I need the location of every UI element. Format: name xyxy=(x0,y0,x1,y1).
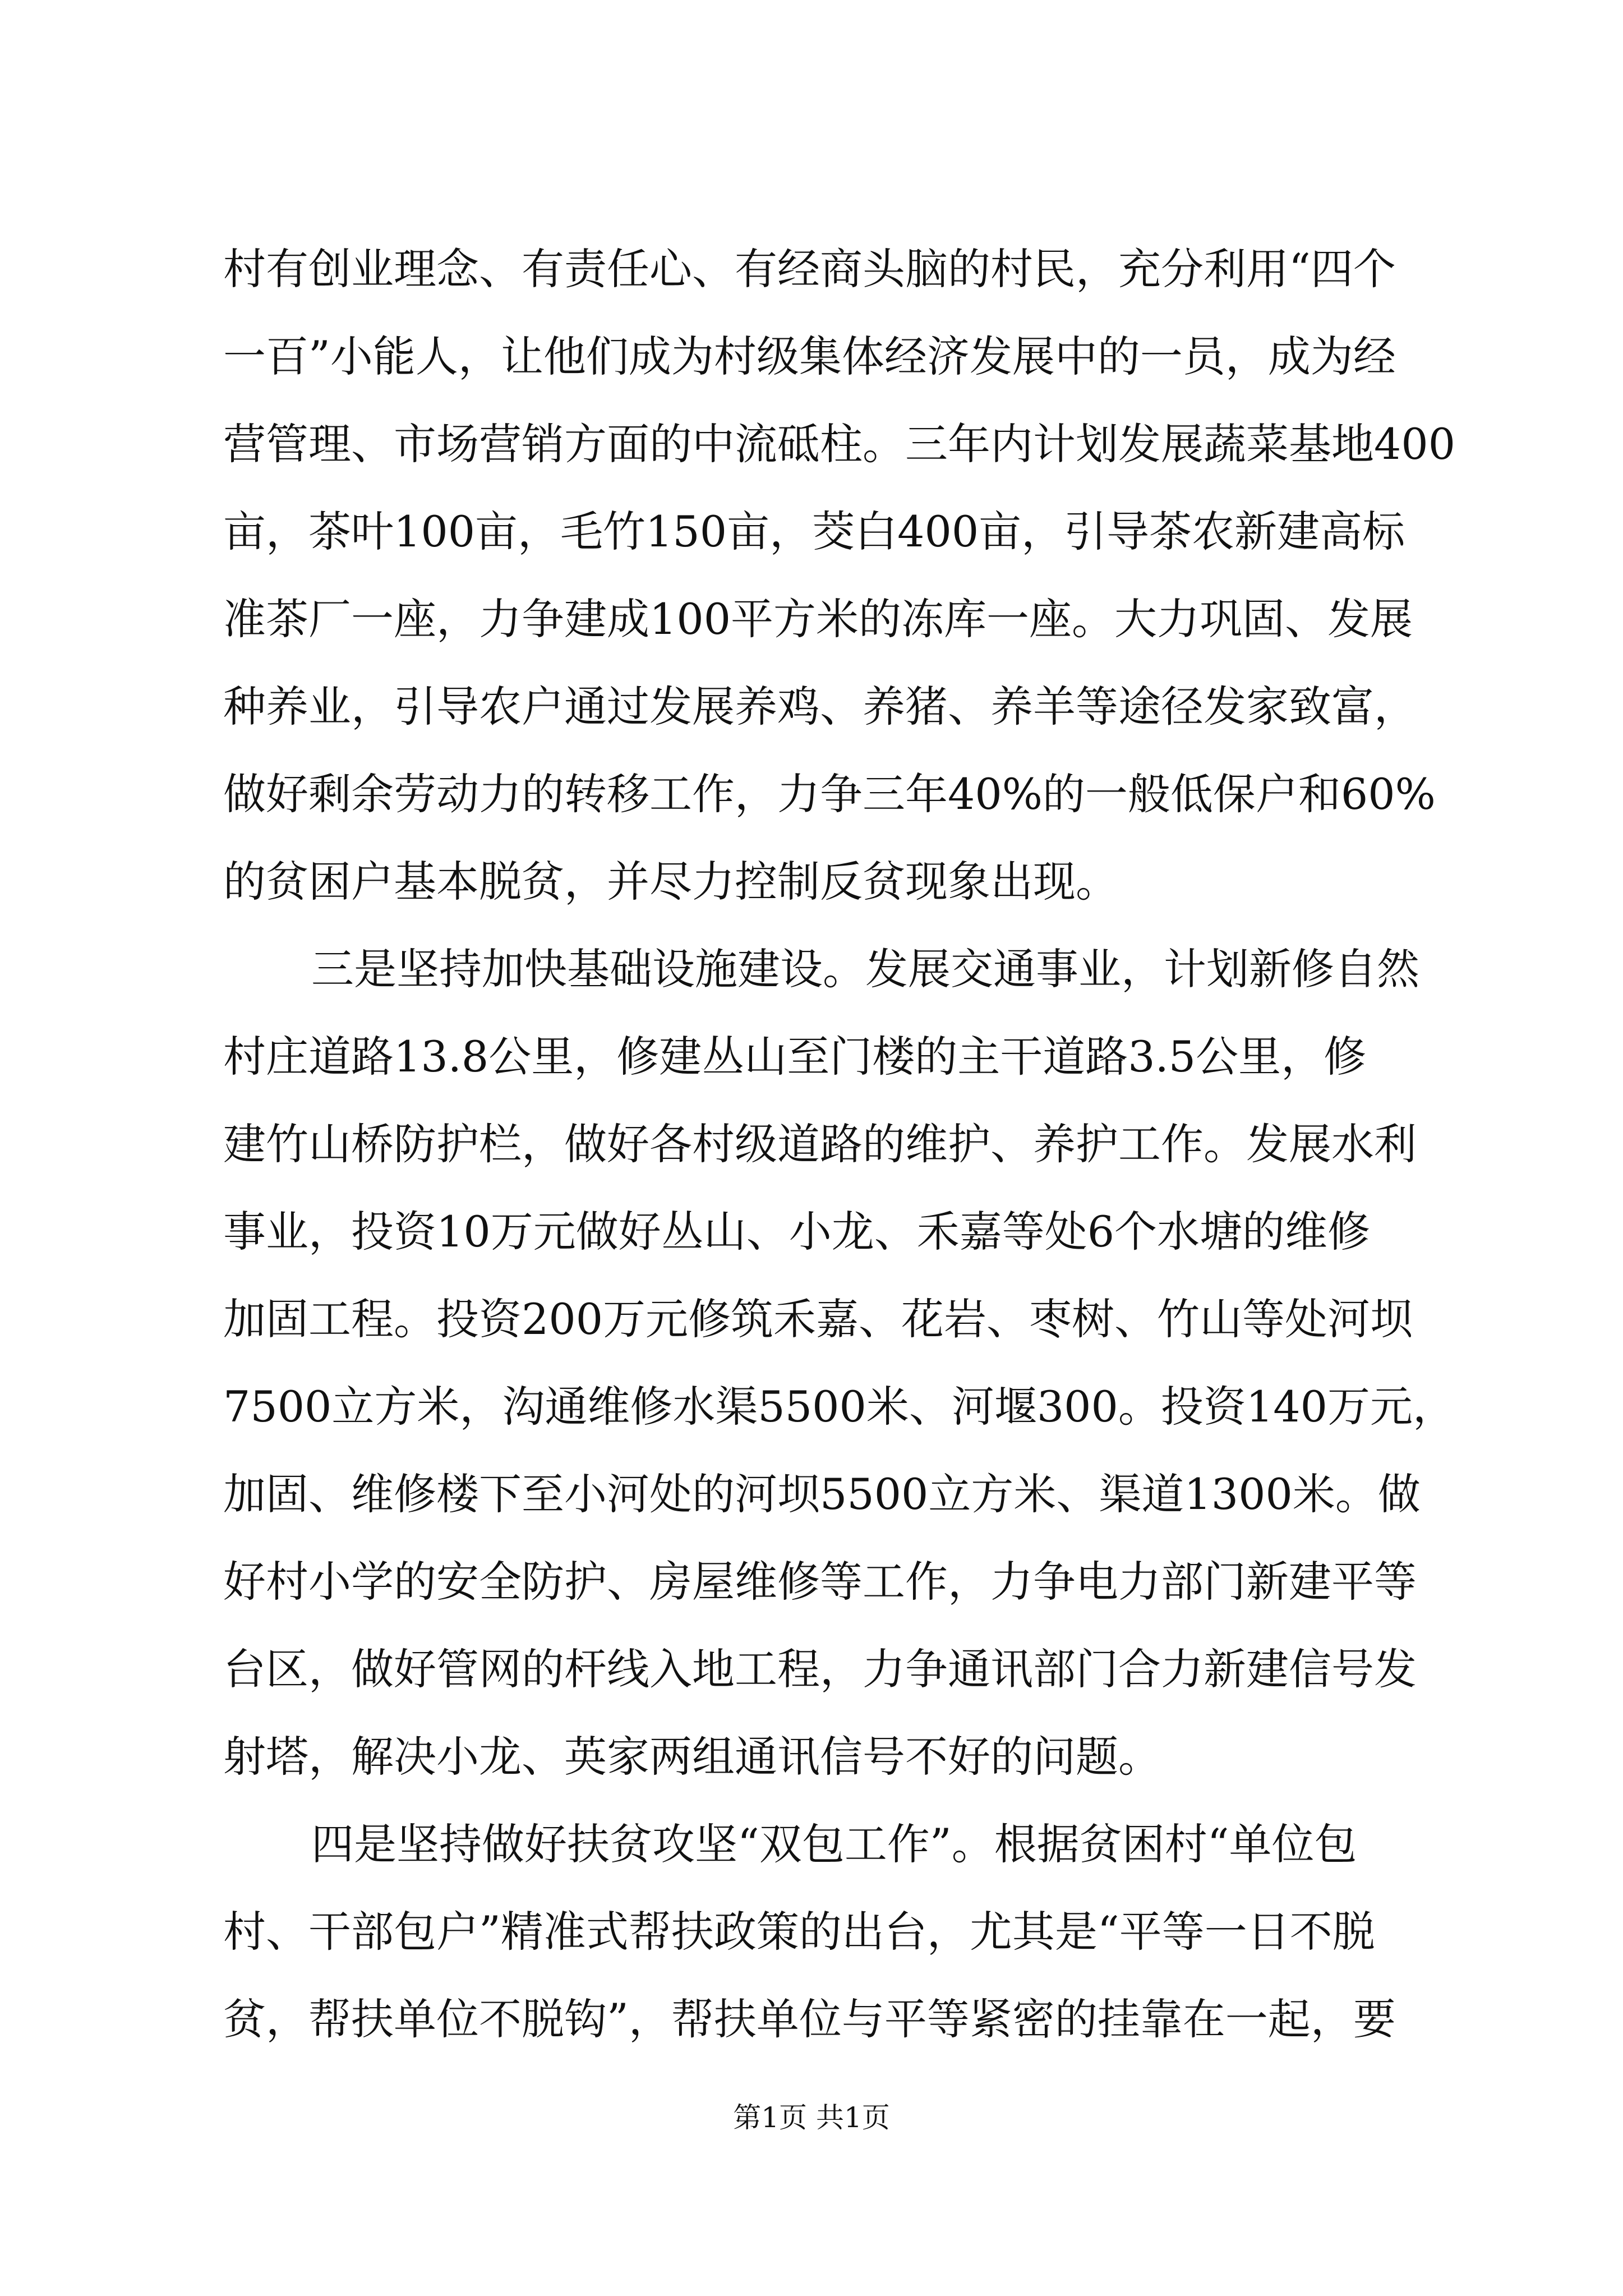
text-line: 的贫困户基本脱贫，并尽力控制反贫现象出现。 xyxy=(223,857,1118,907)
text-line: 营管理、市场营销方面的中流砥柱。三年内计划发展蔬菜基地400 xyxy=(223,419,1456,469)
paragraph-start-line: 四是坚持做好扶贫攻坚“双包工作”。根据贫困村“单位包 xyxy=(311,1819,1357,1869)
text-line: 村有创业理念、有责任心、有经商头脑的村民，充分利用“四个 xyxy=(223,244,1396,294)
text-line: 村、干部包户”精准式帮扶政策的出台，尤其是“平等一日不脱 xyxy=(223,1907,1375,1957)
text-line: 射塔，解决小龙、英家两组通讯信号不好的问题。 xyxy=(223,1732,1161,1782)
text-line: 贫，帮扶单位不脱钩”，帮扶单位与平等紧密的挂靠在一起，要 xyxy=(223,1994,1396,2044)
page-footer: 第1页 共1页 xyxy=(733,2101,890,2134)
text-line: 加固、维修楼下至小河处的河坝5500立方米、渠道1300米。做 xyxy=(223,1469,1421,1519)
text-line: 准茶厂一座，力争建成100平方米的冻库一座。大力巩固、发展 xyxy=(223,594,1413,644)
text-line: 事业，投资10万元做好丛山、小龙、禾嘉等处6个水塘的维修 xyxy=(223,1207,1371,1257)
text-line: 种养业，引导农户通过发展养鸡、养猪、养羊等途径发家致富， xyxy=(223,682,1417,731)
text-line: 村庄道路13.8公里，修建丛山至门楼的主干道路3.5公里，修 xyxy=(223,1032,1367,1082)
text-line: 好村小学的安全防护、房屋维修等工作，力争电力部门新建平等 xyxy=(223,1557,1417,1607)
text-line: 建竹山桥防护栏，做好各村级道路的维护、养护工作。发展水利 xyxy=(223,1119,1417,1169)
text-line: 一百”小能人，让他们成为村级集体经济发展中的一员，成为经 xyxy=(223,332,1396,381)
text-line: 台区，做好管网的杆线入地工程，力争通讯部门合力新建信号发 xyxy=(223,1644,1417,1694)
text-line: 7500立方米，沟通维修水渠5500米、河堰300。投资140万元， xyxy=(223,1382,1455,1432)
text-line: 亩，茶叶100亩，毛竹150亩，茭白400亩，引导茶农新建高标 xyxy=(223,507,1405,556)
text-line: 做好剩余劳动力的转移工作，力争三年40%的一般低保户和60% xyxy=(223,769,1436,819)
paragraph-start-line: 三是坚持加快基础设施建设。发展交通事业，计划新修自然 xyxy=(311,944,1419,994)
text-line: 加固工程。投资200万元修筑禾嘉、花岩、枣树、竹山等处河坝 xyxy=(223,1294,1413,1344)
